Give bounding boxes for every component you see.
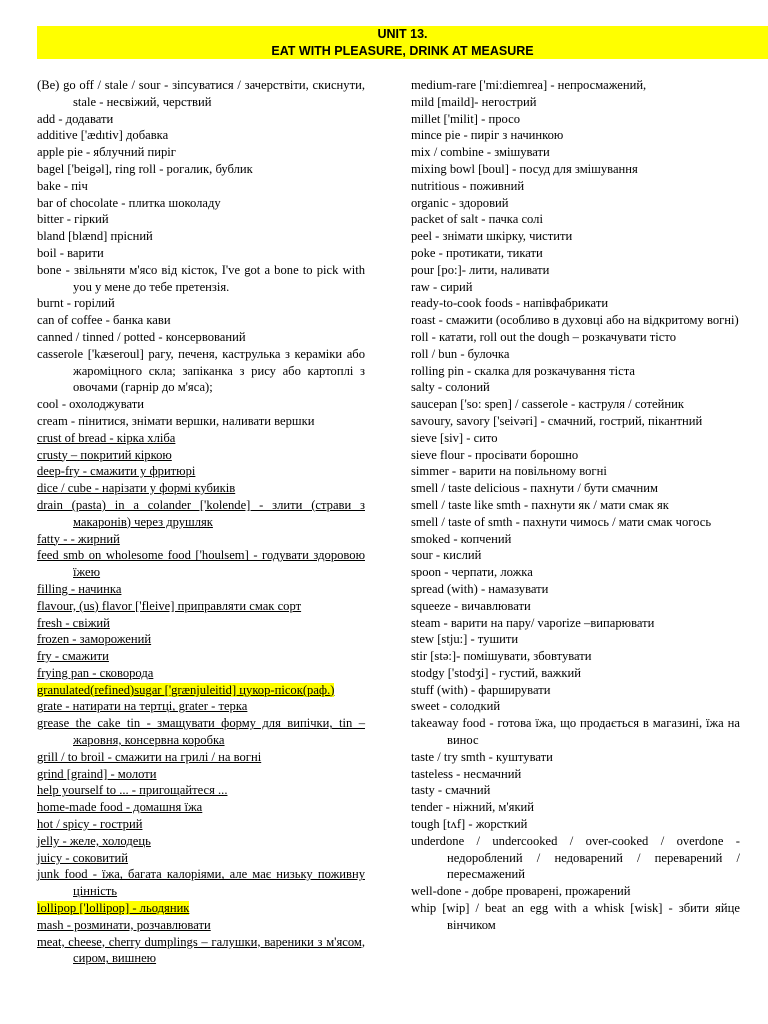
vocabulary-entry (37, 161, 365, 178)
vocabulary-entry (37, 934, 365, 968)
entry-text: roll / bun - булочка (411, 346, 510, 361)
vocabulary-entry (37, 866, 365, 900)
vocabulary-entry (37, 917, 365, 934)
entry-text: grate - натирати на тертці, grater - терка (37, 699, 248, 714)
vocabulary-entry (37, 816, 365, 833)
entry-text: mix / combine - змішувати (411, 145, 550, 160)
vocabulary-entry (37, 648, 365, 665)
vocabulary-entry (37, 497, 365, 531)
entry-text: stew [stju:] - тушити (411, 632, 519, 647)
vocabulary-entry (37, 295, 365, 312)
entry-text: hot / spicy - гострий (37, 817, 143, 832)
vocabulary-entry (37, 346, 365, 396)
vocabulary-entry (37, 262, 365, 296)
entry-text: canned / tinned / potted - консервований (37, 329, 246, 344)
entry-text: bagel ['beigəl], ring roll - рогалик, бублик (37, 161, 253, 176)
entry-text: tasty - смачний (411, 783, 491, 798)
entry-text: dice / cube - нарізати у формі кубиків (37, 481, 236, 496)
entry-text: grill / to broil - смажити на грилі / на вогні (37, 749, 262, 764)
entry-text: organic - здоровий (411, 195, 509, 210)
vocabulary-entry (411, 715, 740, 749)
vocabulary-entry (37, 682, 365, 699)
entry-text: simmer - варити на повільному вогні (411, 464, 607, 479)
vocabulary-entry (411, 111, 740, 128)
entry-text: steam - варити на пару/ vaporize –випарювати (411, 615, 655, 630)
vocabulary-entry (411, 816, 740, 833)
entry-text: fry - смажити (37, 649, 109, 664)
vocabulary-entry (37, 245, 365, 262)
entry-text: grease the cake tin - змащувати форму для випічки, tin – жаровня, консервна коробка (37, 716, 365, 748)
vocabulary-entry (37, 480, 365, 497)
vocabulary-entry (411, 665, 740, 682)
vocabulary-entry (37, 178, 365, 195)
vocabulary-entry (411, 514, 740, 531)
entry-text: sieve flour - просівати борошно (411, 447, 579, 462)
vocabulary-column-right (411, 77, 740, 934)
vocabulary-entry (411, 161, 740, 178)
vocabulary-entry (37, 698, 365, 715)
entry-text: roast - смажити (особливо в духовці або на відкритому вогні) (411, 313, 739, 328)
vocabulary-entry (411, 900, 740, 934)
vocabulary-entry (411, 329, 740, 346)
vocabulary-entry (411, 799, 740, 816)
entry-text: mixing bowl [boul] - посуд для змішування (411, 161, 638, 176)
vocabulary-entry (411, 615, 740, 632)
vocabulary-entry (411, 749, 740, 766)
vocabulary-column-left (37, 77, 365, 967)
vocabulary-entry (411, 480, 740, 497)
entry-text: flavour, (us) flavor ['fleive] приправляти смак сорт (37, 598, 302, 613)
vocabulary-entry (411, 312, 740, 329)
entry-text: smell / taste of smth - пахнути чимось / мати смак чогось (411, 514, 712, 529)
vocabulary-entry (37, 749, 365, 766)
vocabulary-entry (411, 279, 740, 296)
entry-text: juicy - соковитий (37, 850, 129, 865)
vocabulary-entry (411, 430, 740, 447)
vocabulary-entry (411, 463, 740, 480)
entry-text: peel - знімати шкірку, чистити (411, 229, 573, 244)
entry-text: bar of chocolate - плитка шоколаду (37, 195, 221, 210)
vocabulary-entry (37, 833, 365, 850)
entry-text: smoked - копчений (411, 531, 512, 546)
entry-text: help yourself to ... - пригощайтеся ... (37, 783, 228, 798)
entry-text: nutritious - поживний (411, 178, 525, 193)
entry-text: apple pie - яблучний пиріг (37, 145, 176, 160)
entry-text: spread (with) - намазувати (411, 581, 549, 596)
entry-text: well-done - добре проварені, прожарений (411, 884, 631, 899)
vocabulary-entry (411, 346, 740, 363)
entry-text: filling - начинка (37, 581, 122, 596)
vocabulary-entry (411, 379, 740, 396)
vocabulary-entry (411, 766, 740, 783)
entry-text: cool - охолоджувати (37, 397, 145, 412)
vocabulary-entry (411, 178, 740, 195)
entry-text: pour [po:]- лити, наливати (411, 262, 550, 277)
vocabulary-entry (37, 228, 365, 245)
entry-text: bland [blænd] прісний (37, 229, 153, 244)
entry-text: frozen - заморожений (37, 632, 152, 647)
vocabulary-entry (37, 447, 365, 464)
entry-text: fresh - свіжий (37, 615, 110, 630)
vocabulary-entry (37, 665, 365, 682)
vocabulary-entry (37, 111, 365, 128)
entry-text: rolling pin - скалка для розкачування тіста (411, 363, 635, 378)
entry-text: raw - сирий (411, 279, 473, 294)
vocabulary-entry (411, 598, 740, 615)
entry-text: salty - солоний (411, 380, 490, 395)
vocabulary-entry (411, 531, 740, 548)
vocabulary-entry (411, 833, 740, 883)
vocabulary-entry (37, 766, 365, 783)
entry-text: can of coffee - банка кави (37, 313, 171, 328)
entry-text: underdone / undercooked / over-cooked / overdone - недороблений / недоварений / переварений / пересмажений (411, 833, 740, 882)
vocabulary-entry (37, 715, 365, 749)
vocabulary-entry (411, 698, 740, 715)
vocabulary-entry (411, 94, 740, 111)
entry-text: bake - піч (37, 178, 88, 193)
entry-text: stir [stə:]- помішувати, збовтувати (411, 649, 592, 664)
vocabulary-entry (411, 447, 740, 464)
entry-text: crust of bread - кірка хліба (37, 430, 176, 445)
entry-text: sieve [siv] - сито (411, 430, 498, 445)
entry-text: add - додавати (37, 111, 114, 126)
entry-text: tender - ніжний, м'який (411, 800, 535, 815)
vocabulary-entry (37, 127, 365, 144)
vocabulary-entry (411, 396, 740, 413)
vocabulary-entry (411, 245, 740, 262)
entry-text: lollipop ['lollipop] - льодяник (37, 901, 190, 916)
vocabulary-entry (411, 883, 740, 900)
vocabulary-entry (37, 77, 365, 111)
entry-text: ready-to-cook foods - напівфабрикати (411, 296, 609, 311)
vocabulary-entry (37, 799, 365, 816)
vocabulary-entry (37, 598, 365, 615)
entry-text: granulated(refined)sugar ['grænjuleitid] цукор-пісок(раф.) (37, 682, 335, 697)
vocabulary-entry (411, 581, 740, 598)
vocabulary-entry (37, 413, 365, 430)
entry-text: stodgy ['stodʒi] - густий, важкий (411, 665, 581, 680)
entry-text: medium-rare ['mi:diemrea] - непросмажений, (411, 78, 647, 92)
vocabulary-entry (411, 547, 740, 564)
vocabulary-entry (37, 547, 365, 581)
vocabulary-entry (411, 195, 740, 212)
entry-text: sour - кислий (411, 548, 482, 563)
vocabulary-entry (37, 312, 365, 329)
vocabulary-entry (411, 295, 740, 312)
entry-text: squeeze - вичавлювати (411, 598, 531, 613)
vocabulary-entry (37, 782, 365, 799)
vocabulary-entry (411, 211, 740, 228)
entry-text: spoon - черпати, ложка (411, 565, 533, 580)
vocabulary-entry (37, 850, 365, 867)
entry-text: smell / taste like smth - пахнути як / мати смак як (411, 497, 669, 512)
vocabulary-entry (411, 363, 740, 380)
entry-text: meat, cheese, cherry dumplings – галушки, вареники з м'ясом, сиром, вишнею (37, 934, 365, 966)
entry-text: cream - пінитися, знімати вершки, наливати вершки (37, 413, 315, 428)
entry-text: whip [wip] / beat an egg with a whisk [wisk] - збити яйце вінчиком (411, 901, 740, 932)
unit-title-banner (37, 26, 768, 59)
vocabulary-entry (411, 497, 740, 514)
vocabulary-entry (411, 127, 740, 144)
entry-text: additive ['ædıtiv] добавка (37, 128, 169, 143)
entry-text: burnt - горілий (37, 296, 115, 311)
entry-text: deep-fry - смажити у фритюрі (37, 464, 196, 479)
vocabulary-entry (411, 413, 740, 430)
entry-text: frying pan - сковорода (37, 665, 154, 680)
vocabulary-entry (411, 682, 740, 699)
entry-text: mash - розминати, розчавлювати (37, 917, 211, 932)
entry-text: junk food - їжа, багата калоріями, але має низьку поживну цінність (37, 867, 365, 899)
vocabulary-entry (37, 195, 365, 212)
entry-text: boil - варити (37, 245, 104, 260)
vocabulary-entry (411, 228, 740, 245)
entry-text: crusty – покритий кіркою (37, 447, 172, 462)
entry-text: millet ['milit] - просо (411, 111, 521, 126)
vocabulary-entry (37, 615, 365, 632)
entry-text: grind [graind] - молоти (37, 766, 157, 781)
vocabulary-entry (37, 211, 365, 228)
vocabulary-entry (37, 900, 365, 917)
entry-text: savoury, savory ['seivəri] - смачний, гострий, пікантний (411, 413, 703, 428)
entry-text: mince pie - пиріг з начинкою (411, 128, 564, 143)
entry-text: bitter - гіркий (37, 212, 109, 227)
vocabulary-entry (411, 631, 740, 648)
entry-text: (Be) go off / stale / sour - зіпсуватися / зачерствіти, скиснути, stale - несвіжий, черствий (37, 78, 365, 109)
entry-text: drain (pasta) in a colander ['kolende] - злити (страви з макаронів) через друшляк (37, 497, 365, 529)
vocabulary-entry (411, 262, 740, 279)
entry-text: packet of salt - пачка солі (411, 212, 543, 227)
entry-text: roll - катати, roll out the dough – розкачувати тісто (411, 329, 676, 344)
vocabulary-entry (411, 564, 740, 581)
entry-text: tasteless - несмачний (411, 766, 522, 781)
vocabulary-entry (37, 430, 365, 447)
vocabulary-entry (37, 463, 365, 480)
entry-text: mild [maild]- негострий (411, 94, 537, 109)
entry-text: poke - протикати, тикати (411, 245, 543, 260)
entry-text: stuff (with) - фарширувати (411, 682, 551, 697)
vocabulary-entry (37, 144, 365, 161)
entry-text: saucepan ['so: spen] / casserole - каструля / сотейник (411, 397, 684, 412)
vocabulary-entry (37, 396, 365, 413)
entry-text: takeaway food - готова їжа, що продається в магазині, їжа на винос (411, 716, 740, 748)
unit-number: UNIT 13. (377, 27, 428, 41)
unit-title: EAT WITH PLEASURE, DRINK AT MEASURE (271, 43, 534, 58)
vocabulary-entry (411, 77, 740, 94)
vocabulary-entry (37, 631, 365, 648)
entry-text: home-made food - домашня їжа (37, 800, 203, 815)
entry-text: bone - звільняти м'ясо від кісток, I've got a bone to pick with you у мене до тебе претензія. (37, 262, 365, 294)
entry-text: jelly - желе, холодець (37, 833, 151, 848)
vocabulary-entry (37, 531, 365, 548)
entry-text: smell / taste delicious - пахнути / бути смачним (411, 481, 658, 496)
vocabulary-entry (411, 782, 740, 799)
vocabulary-entry (411, 648, 740, 665)
vocabulary-entry (411, 144, 740, 161)
entry-text: fatty - - жирний (37, 531, 120, 546)
entry-text: casserole ['kæseroul] рагу, печеня, каструлька з кераміки або жароміцного скла; запіканка з рису або картоплі з овочами (гарнір до м'яса); (37, 346, 365, 395)
vocabulary-entry (37, 329, 365, 346)
vocabulary-entry (37, 581, 365, 598)
entry-text: feed smb on wholesome food ['houlsem] - годувати здоровою їжею (37, 548, 365, 580)
entry-text: taste / try smth - куштувати (411, 749, 553, 764)
entry-text: sweet - солодкий (411, 699, 501, 714)
entry-text: tough [tʌf] - жорсткий (411, 817, 528, 832)
